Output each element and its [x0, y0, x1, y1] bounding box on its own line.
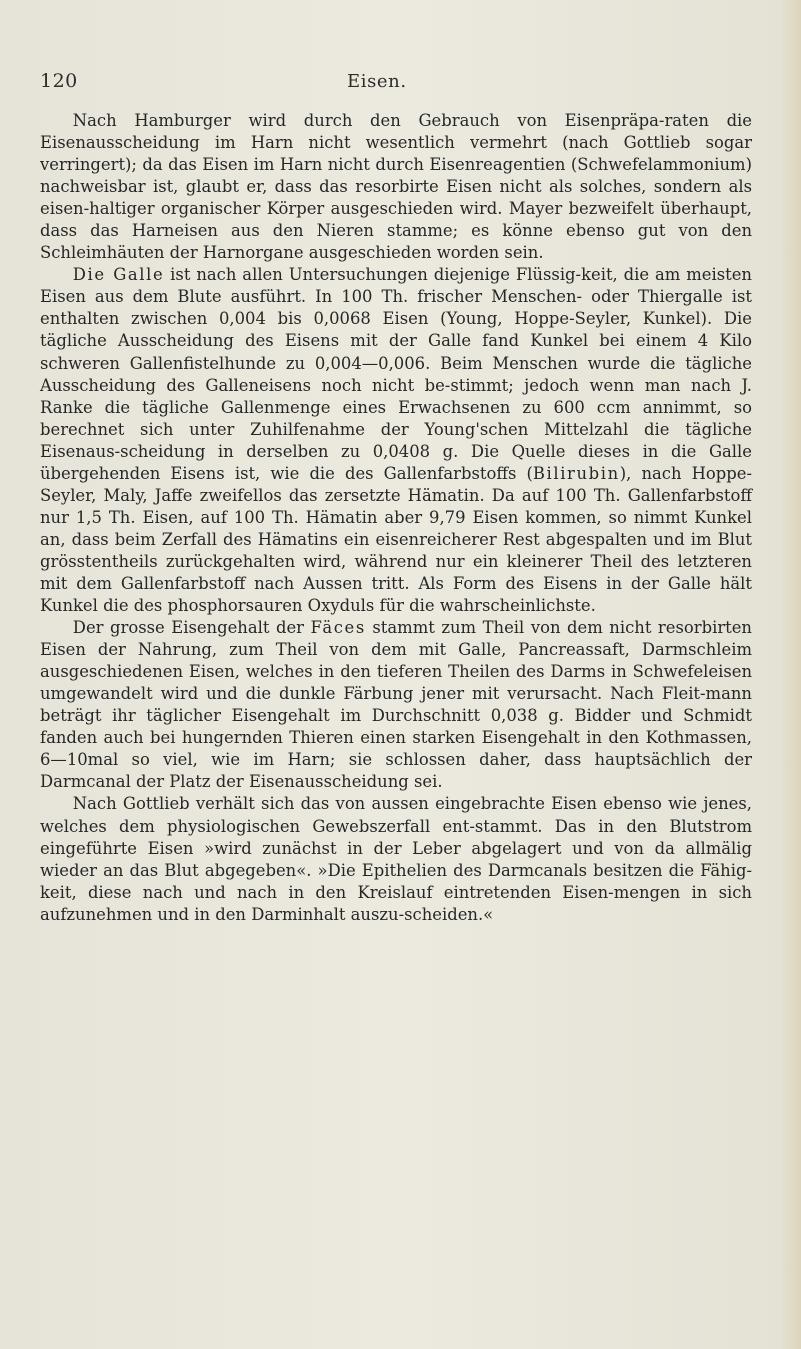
paragraph-faeces-text: stammt zum Theil von dem nicht resorbirten Eisen der Nahrung, zum Theil von dem mit Galle, Pancreassaft, Darmschleim ausgeschiedenen Eisen, welches in den tieferen Theilen des Darms in Schwefeleisen umgewandelt wird und die dunkle Färbung jener mit verursacht. Nach Fleit-mann beträgt ihr täglicher Eisengehalt im Durchschnitt 0,038 g. Bidder und Schmidt fanden auch bei hungernden Thieren einen starken Eisengehalt in den Kothmassen, 6—10mal so viel, wie im Harn; sie schlossen daher, dass hauptsächlich der Darmcanal der Platz der Eisenausscheidung sei.: [40, 618, 752, 792]
paragraph-gottlieb: [40, 793, 752, 925]
paragraph-faeces: [40, 617, 752, 793]
paragraph-faeces-pre: Der grosse Eisengehalt der: [72, 618, 311, 638]
faeces-term: Fäces: [310, 618, 366, 638]
galle-heading: Die Galle: [72, 265, 165, 285]
page-number: 120: [40, 70, 78, 92]
paragraph-harn-text: Nach Hamburger wird durch den Gebrauch von Eisenpräpa-raten die Eisenausscheidung im Harn nicht wesentlich vermehrt (nach Gottlieb sogar verringert); da das Eisen im Harn nicht durch Eisenreagentien (Schwefelammonium) nachweisbar ist, glaubt er, dass das resorbirte Eisen nicht als solches, sondern als eisen-haltiger organischer Körper ausgeschieden wird. Mayer bezweifelt überhaupt, dass das Harneisen aus den Nieren stamme; es könne ebenso gut von den Schleimhäuten der Harnorgane ausgeschieden worden sein.: [40, 111, 752, 263]
paragraph-galle-text-2: ), nach Hoppe-Seyler, Maly, Jaffe zweifellos das zersetzte Hämatin. Da auf 100 Th. Gallenfarbstoff nur 1,5 Th. Eisen, auf 100 Th. Hämatin aber 9,79 Eisen kommen, so nimmt Kunkel an, dass beim Zerfall des Hämatins ein eisenreicherer Rest abgespalten und im Blut grösstentheils zurückgehalten wird, während nur ein kleinerer Theil des letzteren mit dem Gallenfarbstoff nach Aussen tritt. Als Form des Eisens in der Galle hält Kunkel die des phosphorsauren Oxyduls für die wahrscheinlichste.: [40, 463, 752, 616]
body-text: [40, 110, 752, 926]
paragraph-gottlieb-text: Nach Gottlieb verhält sich das von aussen eingebrachte Eisen ebenso wie jenes, welches dem physiologischen Gewebszerfall ent-stammt. Das in den Blutstrom eingeführte Eisen »wird zunächst in der Leber abgelagert und von da allmälig wieder an das Blut abgegeben«. »Die Epithelien des Darmcanals besitzen die Fähig-keit, diese nach und nach in den Kreislauf eintretenden Eisen-mengen in sich aufzunehmen und in den Darminhalt auszu-scheiden.«: [40, 794, 752, 924]
paragraph-galle: [40, 264, 752, 617]
page-edge-shadow: [779, 0, 801, 1349]
paragraph-galle-text: ist nach allen Untersuchungen diejenige Flüssig-keit, die am meisten Eisen aus dem Blute ausführt. In 100 Th. frischer Menschen- oder Thiergalle ist enthalten zwischen 0,004 bis 0,0068 Eisen (Young, Hoppe-Seyler, Kunkel). Die tägliche Ausscheidung des Eisens mit der Galle fand Kunkel bei einem 4 Kilo schweren Gallenfistelhunde zu 0,004—0,006. Beim Menschen wurde die tägliche Ausscheidung des Galleneisens noch nicht be-stimmt; jedoch wenn man nach J. Ranke die tägliche Gallenmenge eines Erwachsenen zu 600 ccm annimmt, so berechnet sich unter Zuhilfenahme der Young'schen Mittelzahl die tägliche Eisenaus-scheidung in derselben zu 0,0408 g. Die Quelle dieses in die Galle übergehenden Eisens ist, wie die des Gallenfarbstoffs (: [40, 265, 752, 483]
running-head: Eisen.: [347, 71, 407, 92]
paragraph-harn: [40, 110, 752, 264]
page-header: [40, 70, 760, 100]
bilirubin-term: Bilirubin: [532, 463, 620, 483]
